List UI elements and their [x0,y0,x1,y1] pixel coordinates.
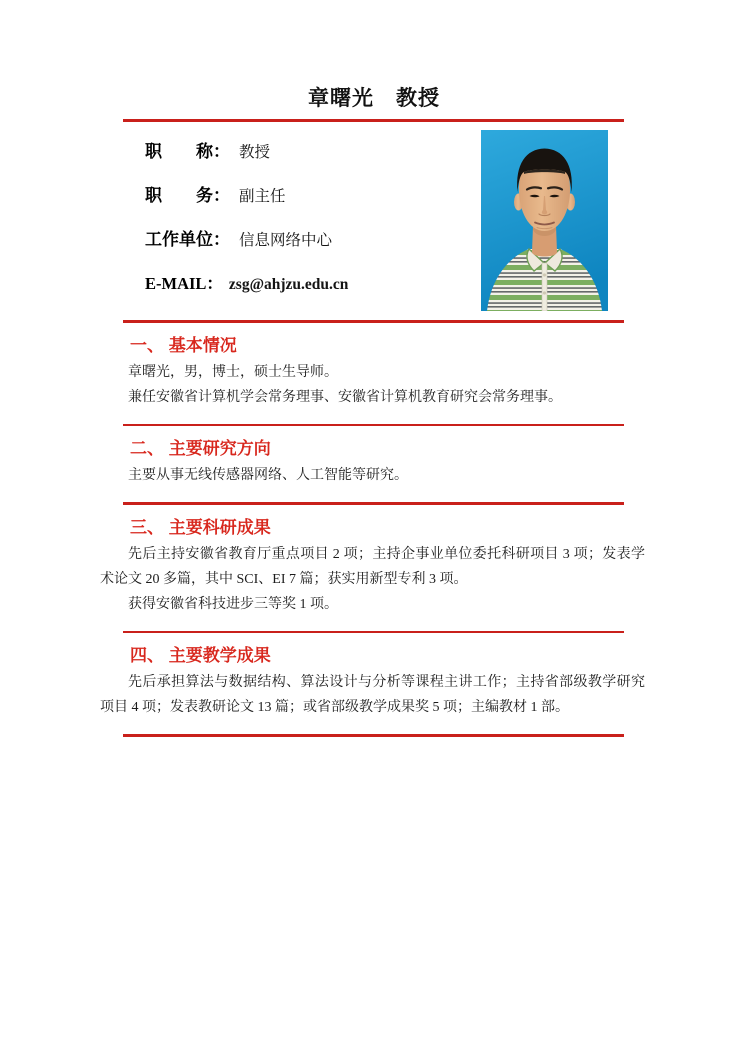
field-label: E-MAIL： [145,274,223,293]
section-body [100,463,645,488]
field-value: 副主任 [239,188,286,205]
field-value: 教授 [239,144,271,161]
section-heading: 三、 主要科研成果 [130,517,271,537]
section-heading: 四、 主要教学成果 [130,646,271,665]
paragraph: 先后承担算法与数据结构、算法设计与分析等课程主讲工作；主持省部级教学研究项目 4 项；发表教研论文 13 篇；或省部级教学成果奖 5 项；主编教材 1 部。 [100,675,645,715]
section-body [100,360,645,410]
field-value: 信息网络中心 [239,232,333,249]
field-label: 职 务： [145,186,230,205]
section-divider [123,424,624,427]
section-basic-info [100,320,648,410]
page-title: 章曙光 教授 [308,86,440,110]
paragraph: 获得安徽省科技进步三等奖 1 项。 [128,596,338,612]
field-label: 职 称： [145,142,230,161]
profile-block [100,122,648,320]
section-divider [123,502,624,505]
portrait-photo [481,130,608,311]
section-heading: 一、 基本情况 [130,335,237,355]
closing-divider [123,734,624,737]
paragraph: 章曙光，男，博士，硕士生导师。 [128,364,338,380]
paragraph: 兼任安徽省计算机学会常务理事、安徽省计算机教育研究会常务理事。 [128,389,562,405]
section-divider [123,320,624,323]
section-research-achievements [100,502,648,617]
section-teaching-achievements [100,631,648,721]
section-divider [123,631,624,634]
field-label: 工作单位： [145,230,230,249]
email-value: zsg@ahjzu.edu.cn [228,276,349,293]
portrait-photo-drawing [481,130,608,311]
section-body [100,670,645,720]
section-body [100,542,645,617]
paragraph: 主要从事无线传感器网络、人工智能等研究。 [128,468,408,483]
section-research-directions [100,424,648,489]
section-heading: 二、 主要研究方向 [130,439,271,458]
paragraph: 先后主持安徽省教育厅重点项目 2 项；主持企事业单位委托科研项目 3 项；发表学术论文 20 多篇，其中 SCI、EI 7 篇；获实用新型专利 3 项。 [100,546,645,587]
content-area [100,0,648,737]
